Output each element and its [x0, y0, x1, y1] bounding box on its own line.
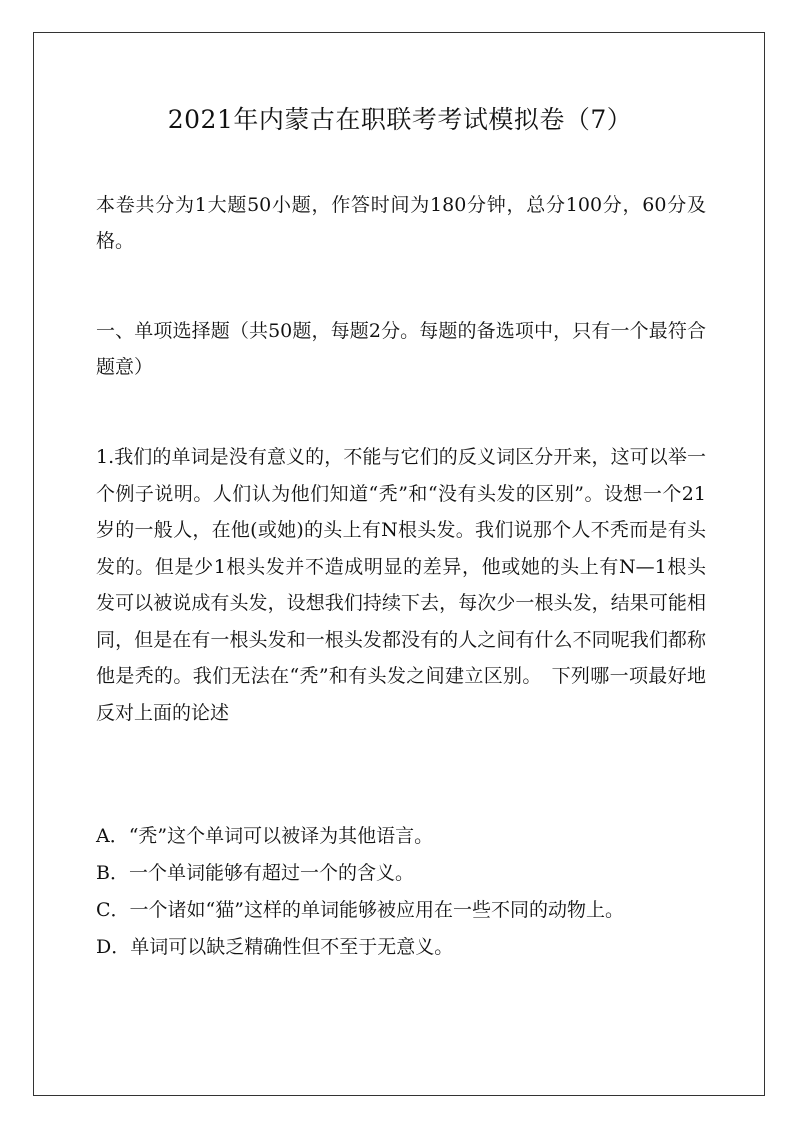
- exam-intro: 本卷共分为1大题50小题，作答时间为180分钟，总分100分，60分及格。: [96, 194, 706, 252]
- section-heading: 一、单项选择题（共50题，每题2分。每题的备选项中，只有一个最符合题意）: [96, 320, 706, 378]
- option-d: D．单词可以缺乏精确性但不至于无意义。: [96, 936, 454, 958]
- option-a: A．“秃”这个单词可以被译为其他语言。: [96, 825, 434, 847]
- document-title: 2021年内蒙古在职联考考试模拟卷（7）: [167, 105, 633, 134]
- question-text: 1.我们的单词是没有意义的，不能与它们的反义词区分开来，这可以举一个例子说明。人们认为他们知道“秃”和“没有头发的区别”。设想一个21岁的一般人，在他(或她)的头上有N根头发。我们说那个人不秃而是有头发的。但是少1根头发并不造成明显的差异，他或她的头上有N—1根头发可以被说成有头发，设想我们持续下去，每次少一根头发，结果可能相同，但是在有一根头发和一根头发都没有的人之间有什么不同呢我们都称他是秃的。我们无法在“秃”和有头发之间建立区别。 下列哪一项最好地反对上面的论述: [96, 446, 706, 724]
- option-c: C．一个诸如“猫”这样的单词能够被应用在一些不同的动物上。: [96, 899, 624, 921]
- option-b: B．一个单词能够有超过一个的含义。: [96, 862, 414, 884]
- answer-options: [96, 818, 716, 966]
